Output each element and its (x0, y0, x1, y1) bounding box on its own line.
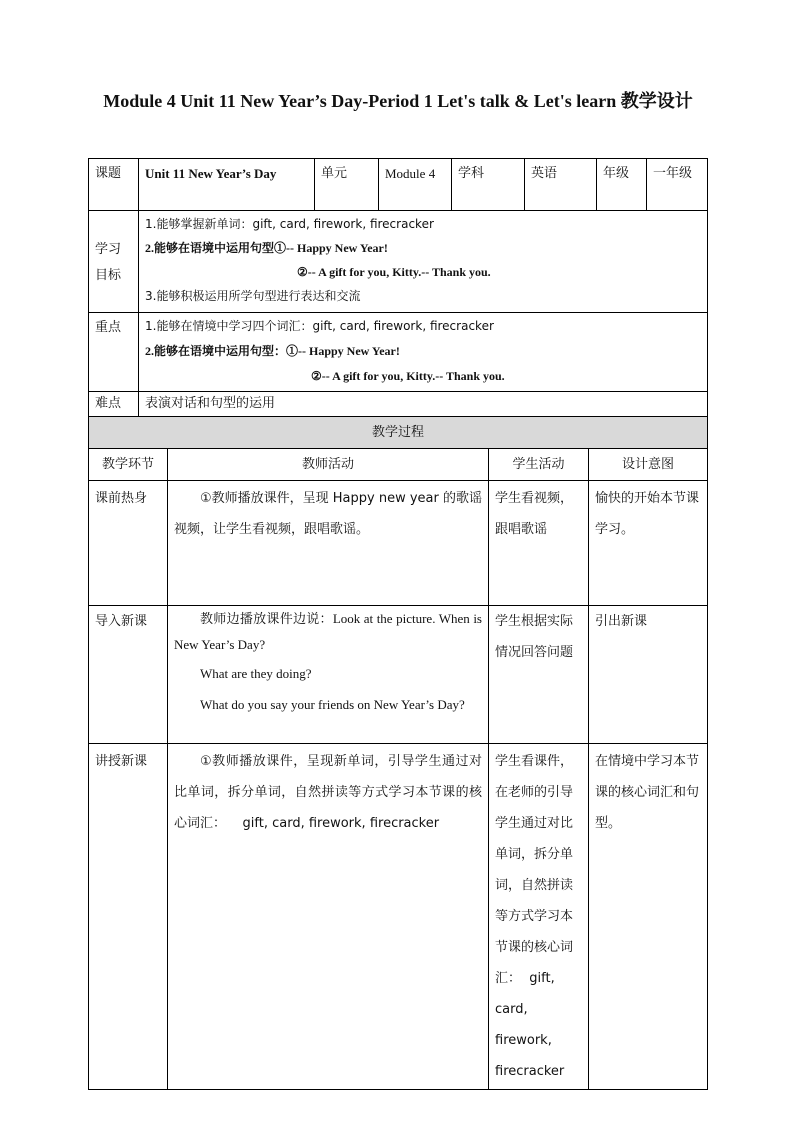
keypoints-label: 重点 (89, 313, 139, 392)
objective-line-3: ②-- A gift for you, Kitty.-- Thank you. (297, 265, 491, 279)
topic-value: Unit 11 New Year’s Day (139, 159, 315, 211)
stage-cell: 课前热身 (89, 481, 168, 606)
objectives-label (89, 211, 139, 313)
objective-line-1: 1.能够掌握新单词：gift, card, firework, firecracker (145, 217, 434, 231)
subject-label: 学科 (452, 159, 525, 211)
table-row (89, 606, 708, 744)
grade-value: 一年级 (647, 159, 708, 211)
table-row (89, 481, 708, 606)
col-header-purpose: 设计意图 (589, 449, 708, 481)
objective-line-2: 2.能够在语境中运用句型①-- Happy New Year! (145, 241, 388, 255)
purpose-cell: 在情境中学习本节课的核心词汇和句型。 (589, 744, 708, 1090)
col-header-teacher: 教师活动 (168, 449, 489, 481)
purpose-cell: 引出新课 (589, 606, 708, 744)
teacher-cell: ①教师播放课件，呈现新单词，引导学生通过对比单词，拆分单词，自然拼读等方式学习本节课的核心词汇： gift, card, firework, firecracker (168, 744, 489, 1090)
objective-line-4: 3.能够积极运用所学句型进行表达和交流 (145, 289, 361, 303)
subject-value: 英语 (525, 159, 597, 211)
topic-label: 课题 (89, 159, 139, 211)
stage-cell: 导入新课 (89, 606, 168, 744)
stage-cell: 讲授新课 (89, 744, 168, 1090)
table-row (89, 744, 708, 1090)
purpose-cell: 愉快的开始本节课学习。 (589, 481, 708, 606)
col-header-stage: 教学环节 (89, 449, 168, 481)
process-table (88, 416, 708, 1090)
keypoint-line-2: 2.能够在语境中运用句型：①-- Happy New Year! (145, 344, 400, 358)
objectives-content (139, 211, 708, 313)
unit-label: 单元 (315, 159, 379, 211)
unit-value: Module 4 (379, 159, 452, 211)
teacher-cell: ①教师播放课件，呈现 Happy new year 的歌谣视频，让学生看视频，跟唱歌谣。 (168, 481, 489, 606)
keypoint-line-1: 1.能够在情境中学习四个词汇：gift, card, firework, firecracker (145, 319, 494, 333)
difficulties-label: 难点 (89, 392, 139, 419)
student-cell: 学生看视频，跟唱歌谣 (489, 481, 589, 606)
student-cell: 学生看课件，在老师的引导学生通过对比单词，拆分单词，自然拼读等方式学习本节课的核心词汇： gift, card, firework, firecracker (489, 744, 589, 1090)
info-table (88, 158, 708, 419)
col-header-student: 学生活动 (489, 449, 589, 481)
student-cell: 学生根据实际情况回答问题 (489, 606, 589, 744)
process-header: 教学过程 (89, 417, 708, 449)
teacher-cell (168, 606, 489, 744)
objectives-label-text: 学习目标 (95, 242, 122, 283)
grade-label: 年级 (597, 159, 647, 211)
keypoint-line-3: ②-- A gift for you, Kitty.-- Thank you. (311, 369, 505, 383)
page-title: Module 4 Unit 11 New Year’s Day-Period 1 Let's talk & Let's learn 教学设计 (103, 91, 693, 111)
keypoints-content (139, 313, 708, 392)
teacher-line-1: 教师边播放课件边说：Look at the picture. When is New Year’s Day? (174, 611, 482, 652)
teacher-line-2: What are they doing? (200, 666, 312, 681)
teacher-line-3: What do you say your friends on New Year’s Day? (200, 697, 465, 712)
difficulties-content: 表演对话和句型的运用 (139, 392, 708, 419)
